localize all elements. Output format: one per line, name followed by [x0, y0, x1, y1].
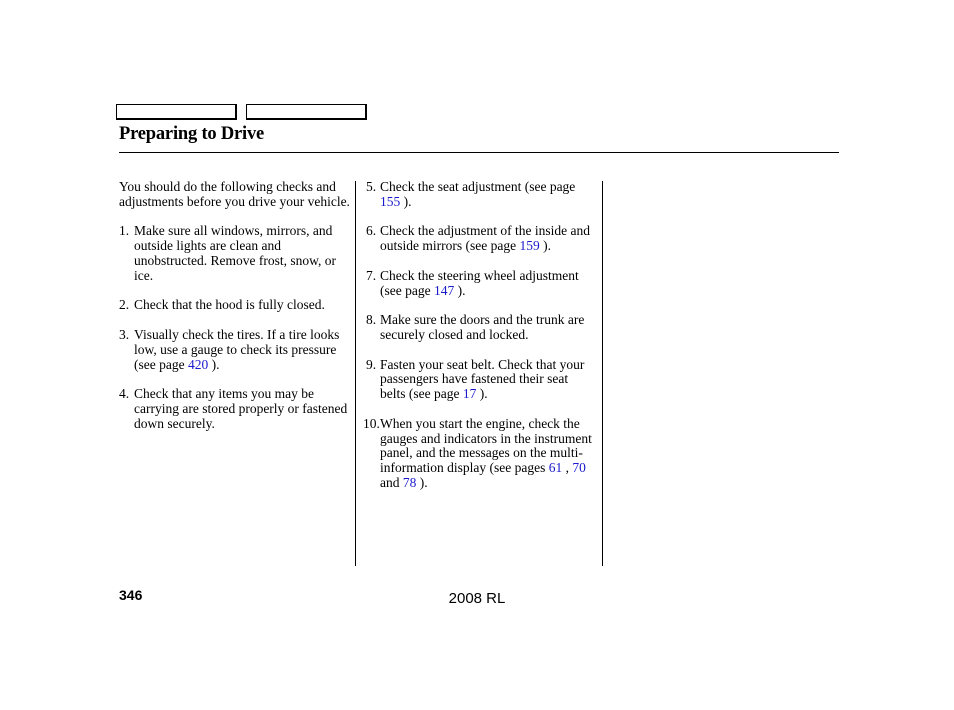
checklist-item-1: [119, 224, 351, 283]
item-number: 3.: [119, 326, 130, 342]
item-text: Make sure the doors and the trunk are securely closed and locked.: [380, 312, 585, 342]
item-text: Visually check the tires. If a tire looks low, use a gauge to check its pressure (see page: [134, 326, 340, 372]
page-title: Preparing to Drive: [119, 124, 265, 144]
title-divider: [119, 152, 839, 153]
item-number: 4.: [119, 386, 130, 402]
item-number: 7.: [366, 267, 377, 283]
item-number: 1.: [119, 223, 130, 239]
page-link-420[interactable]: 420: [187, 356, 209, 372]
left-column: [119, 180, 351, 446]
item-text: Check that the hood is fully closed.: [134, 297, 325, 313]
link-separator: ,: [562, 460, 573, 476]
item-text-end: ).: [476, 386, 488, 402]
checklist-item-7: [363, 269, 595, 299]
next-page-button[interactable]: [246, 104, 367, 120]
item-text: Check the steering wheel adjustment (see page: [380, 267, 579, 298]
checklist-item-3: [119, 328, 351, 372]
checklist-item-9: [363, 358, 595, 402]
item-number: 8.: [366, 312, 377, 328]
page-link-17[interactable]: 17: [462, 386, 477, 402]
page-link-159[interactable]: 159: [519, 238, 540, 254]
item-text-end: ).: [416, 474, 428, 490]
page-number: 346: [119, 587, 143, 603]
checklist-item-10: [363, 417, 595, 491]
page-link-155[interactable]: 155: [380, 193, 401, 209]
footer-model: 2008 RL: [448, 590, 506, 607]
checklist-item-8: [363, 313, 595, 343]
previous-page-button[interactable]: [116, 104, 237, 120]
item-text: Check the seat adjustment (see page: [380, 179, 576, 194]
item-text: Check the adjustment of the inside and outside mirrors (see page: [380, 223, 590, 254]
link-separator: and: [380, 474, 403, 490]
item-number: 9.: [366, 356, 377, 372]
checklist-item-5: [363, 180, 595, 210]
page-link-70[interactable]: 70: [572, 460, 586, 476]
item-text: Check that any items you may be carrying are stored properly or fastened down securely.: [134, 386, 348, 431]
middle-column: [363, 180, 595, 506]
item-text: Make sure all windows, mirrors, and outside lights are clean and unobstructed. Remove frost, snow, or ice.: [134, 223, 336, 283]
item-number: 2.: [119, 297, 130, 313]
column-divider-1: [355, 181, 356, 566]
item-text-end: ).: [539, 238, 551, 254]
page-link-78[interactable]: 78: [402, 474, 417, 490]
checklist-item-6: [363, 224, 595, 254]
item-number: 10.: [363, 415, 380, 431]
column-divider-2: [602, 181, 603, 566]
item-text-end: ).: [454, 282, 466, 298]
item-text: When you start the engine, check the gauges and indicators in the instrument panel, and the messages on the multi-information display (see pages: [380, 415, 592, 476]
checklist-item-4: [119, 387, 351, 431]
item-text: Fasten your seat belt. Check that your passengers have fastened their seat belts (see page: [380, 356, 585, 402]
checklist-item-2: [119, 298, 351, 313]
page-link-61[interactable]: 61: [548, 460, 563, 476]
page-link-147[interactable]: 147: [433, 282, 455, 298]
item-number: 6.: [366, 223, 377, 239]
item-text-end: ).: [208, 356, 220, 372]
item-text-end: ).: [400, 193, 412, 209]
item-number: 5.: [366, 179, 377, 194]
intro-text: You should do the following checks and adjustments before you drive your vehicle.: [119, 179, 350, 209]
